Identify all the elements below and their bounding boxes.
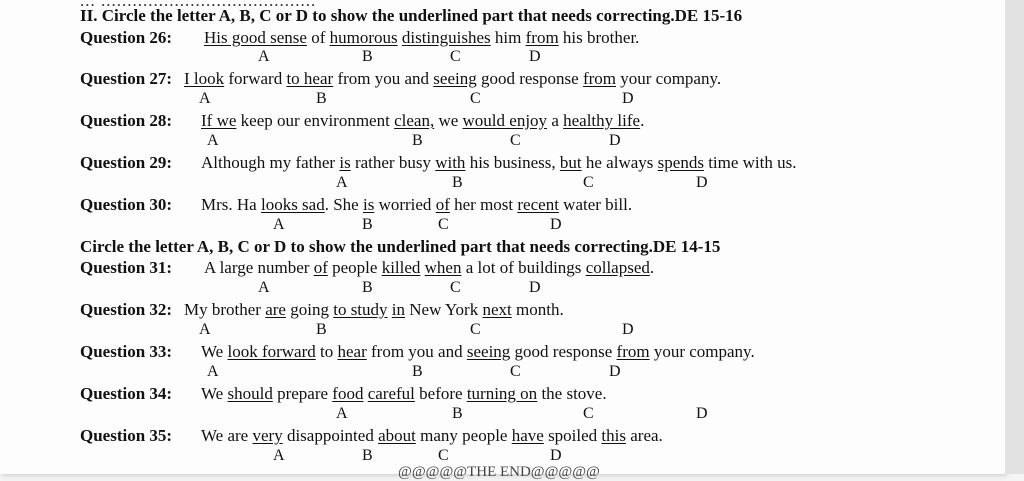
question-28-label: Question 28: [80,111,173,130]
q31-option-a-text: of [313,258,328,277]
question-35-sentence: We are very disappointed about many people have spoiled this area. [201,426,663,445]
q34-letter-a: A [336,405,348,422]
question-28-sentence: If we keep our environment clean, we would enjoy a healthy life. [201,111,645,130]
question-34-sentence: We should prepare food careful before turning on the stove. [201,384,607,403]
q28-option-b-text: clean, [394,111,435,130]
q27-letter-b: B [316,90,327,107]
q27-letter-d: D [622,90,634,107]
q30-option-d-text: recent [517,195,559,214]
q26-letter-a: A [258,48,270,65]
q33-option-b-text: hear [337,342,367,361]
section-heading-de-15-16: II. Circle the letter A, B, C or D to show the underlined part that needs correcting.DE 15-16 [80,6,743,25]
q32-option-b-text: to study [333,300,388,319]
q34-letter-b: B [452,405,463,422]
q30-option-b-text: is [362,195,375,214]
q26-option-b-text: humorous [329,28,398,47]
q28-letter-b: B [412,132,423,149]
q29-letter-b: B [452,174,463,191]
q30-letter-b: B [362,216,373,233]
q27-option-a-text: I look [184,69,225,88]
q26-option-d-text: from [525,28,559,47]
q26-option-c-text: distinguishes [401,28,491,47]
question-33-label: Question 33: [80,342,173,361]
q30-letter-a: A [273,216,285,233]
q32-letter-b: B [316,321,327,338]
q33-option-d-text: from [616,342,650,361]
q33-letter-d: D [609,363,621,380]
q29-option-d-text: spends [657,153,704,172]
q32-option-d-text: next [482,300,512,319]
question-32-label: Question 32: [80,300,173,319]
question-35-label: Question 35: [80,426,173,445]
question-27-label: Question 27: [80,69,173,88]
question-30-label: Question 30: [80,195,173,214]
question-27-sentence: I look forward to hear from you and seeing good response from your company. [184,69,722,88]
q32-option-a-text: are [265,300,286,319]
q35-option-a-text: very [252,426,283,445]
q28-option-c-text: would enjoy [462,111,548,130]
q28-letter-c: C [510,132,521,149]
q32-letter-d: D [622,321,634,338]
q30-letter-d: D [550,216,562,233]
q35-option-c-text: have [511,426,544,445]
q28-letter-a: A [207,132,219,149]
q30-letter-c: C [438,216,449,233]
q35-letter-c: C [438,447,449,464]
q34-option-a-text: should [227,384,273,403]
q34-option-d-text: turning on [466,384,538,403]
q27-letter-a: A [199,90,211,107]
q26-option-a-text: His good sense [204,28,307,47]
q35-letter-d: D [550,447,562,464]
q29-letter-a: A [336,174,348,191]
question-29-label: Question 29: [80,153,173,172]
q31-option-d-text: collapsed [585,258,650,277]
q27-option-b-text: to hear [286,69,334,88]
q31-letter-c: C [450,279,461,296]
question-31-sentence: A large number of people killed when a lot of buildings collapsed. [204,258,655,277]
question-29-sentence: Although my father is rather busy with his business, but he always spends time with us. [201,153,797,172]
q26-letter-c: C [450,48,461,65]
q31-option-c-text: when [424,258,462,277]
q26-letter-b: B [362,48,373,65]
q34-option-c-text: careful [367,384,415,403]
q27-option-c-text: seeing [433,69,477,88]
q29-option-b-text: with [435,153,466,172]
q32-option-c-text: in [391,300,406,319]
q35-option-b-text: about [378,426,416,445]
q31-letter-a: A [258,279,270,296]
q35-option-d-text: this [601,426,626,445]
question-33-sentence: We look forward to hear from you and seeing good response from your company. [201,342,755,361]
q33-option-c-text: seeing [466,342,511,361]
page-edge-shadow [1005,0,1024,474]
q30-option-a-text: looks sad [260,195,325,214]
q35-letter-b: B [362,447,373,464]
question-32-sentence: My brother are going to study in New York next month. [184,300,564,319]
cut-off-top-line: ... ......................................... [80,0,317,10]
q26-letter-d: D [529,48,541,65]
q29-option-a-text: is [339,153,351,172]
q27-letter-c: C [470,90,481,107]
q34-letter-c: C [583,405,594,422]
q33-option-a-text: look forward [227,342,316,361]
q31-letter-d: D [529,279,541,296]
q33-letter-a: A [207,363,219,380]
q29-letter-d: D [696,174,708,191]
q28-option-d-text: healthy life [563,111,641,130]
q30-option-c-text: of [435,195,450,214]
q34-option-b-text: food [332,384,364,403]
q28-letter-d: D [609,132,621,149]
q29-letter-c: C [583,174,594,191]
question-31-label: Question 31: [80,258,173,277]
q33-letter-b: B [412,363,423,380]
q31-option-b-text: killed [381,258,421,277]
the-end-footer: @@@@@THE END@@@@@ [398,464,600,480]
question-30-sentence: Mrs. Ha looks sad. She is worried of her most recent water bill. [201,195,633,214]
q27-option-d-text: from [582,69,616,88]
section-heading-de-14-15: Circle the letter A, B, C or D to show the underlined part that needs correcting.DE 14-15 [80,237,721,256]
q32-letter-c: C [470,321,481,338]
q35-letter-a: A [273,447,285,464]
question-34-label: Question 34: [80,384,173,403]
question-26-label: Question 26: [80,28,173,47]
q29-option-c-text: but [559,153,582,172]
q32-letter-a: A [199,321,211,338]
question-26-sentence: His good sense of humorous distinguishes him from his brother. [204,28,640,47]
q34-letter-d: D [696,405,708,422]
q28-option-a-text: If we [201,111,237,130]
q33-letter-c: C [510,363,521,380]
q31-letter-b: B [362,279,373,296]
